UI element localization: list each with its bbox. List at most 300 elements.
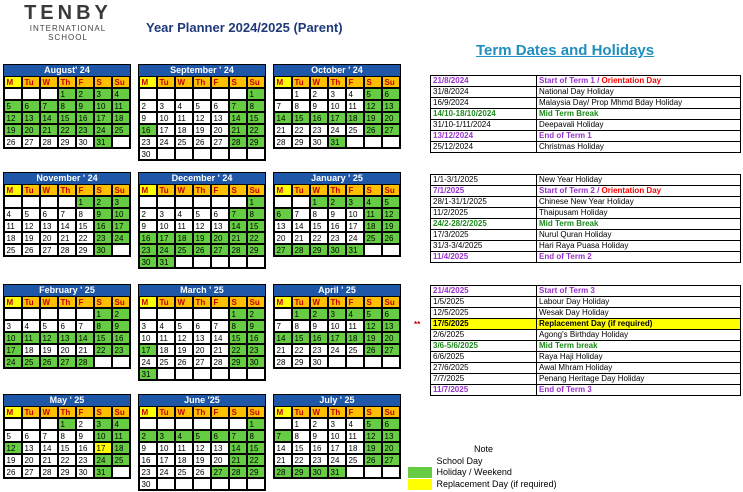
- day-cell: 5: [40, 320, 59, 333]
- empty-cell: [157, 418, 176, 431]
- empty-cell: [364, 136, 383, 149]
- day-cell: 3: [346, 196, 365, 209]
- term-date: 7/7/2025: [431, 374, 537, 385]
- day-cell: 14: [292, 220, 311, 233]
- day-cell: 28: [40, 136, 59, 149]
- empty-cell: [229, 368, 248, 381]
- day-cell: 9: [112, 320, 131, 333]
- day-cell: 9: [328, 208, 347, 221]
- day-cell: 18: [175, 124, 194, 137]
- term-event: [537, 219, 741, 230]
- term-event-label: Mid Term break: [539, 341, 598, 350]
- day-cell: 29: [292, 466, 311, 479]
- day-cell: 12: [364, 100, 383, 113]
- empty-cell: [157, 308, 176, 321]
- empty-cell: [40, 88, 59, 101]
- empty-cell: [94, 356, 113, 369]
- day-cell: 21: [211, 344, 230, 357]
- day-cell: 14: [229, 442, 248, 455]
- empty-cell: [193, 478, 212, 491]
- day-cell: 26: [22, 244, 41, 257]
- day-cell: 1: [58, 418, 77, 431]
- day-cell: 18: [346, 332, 365, 345]
- day-cell: 10: [157, 112, 176, 125]
- day-cell: 17: [328, 442, 347, 455]
- day-cell: 12: [364, 320, 383, 333]
- term-date: 24/2-28/2/2025: [431, 219, 537, 230]
- day-cell: 29: [247, 466, 266, 479]
- day-cell: 5: [175, 320, 194, 333]
- day-cell: 19: [382, 220, 401, 233]
- day-cell: 7: [292, 208, 311, 221]
- day-cell: 18: [112, 112, 131, 125]
- day-cell: 27: [382, 344, 401, 357]
- day-cell: 15: [310, 220, 329, 233]
- day-cell: 24: [94, 124, 113, 137]
- term-row: [431, 330, 741, 341]
- month-calendar: [138, 394, 266, 491]
- empty-cell: [211, 478, 230, 491]
- day-cell: 20: [22, 124, 41, 137]
- month-name: November ' 24: [4, 173, 130, 184]
- weekday-header: Tu: [292, 76, 311, 89]
- day-cell: 30: [247, 356, 266, 369]
- day-cell: 31: [328, 136, 347, 149]
- month-calendar: [3, 394, 131, 479]
- weekday-header: F: [76, 184, 95, 197]
- term-event: [537, 341, 741, 352]
- day-cell: 26: [193, 244, 212, 257]
- empty-cell: [211, 308, 230, 321]
- day-cell: 5: [364, 308, 383, 321]
- day-cell: 8: [94, 320, 113, 333]
- weekday-header: F: [76, 296, 95, 309]
- weekday-header: Tu: [22, 296, 41, 309]
- day-cell: 4: [22, 320, 41, 333]
- term-table: [430, 174, 741, 263]
- day-cell: 24: [157, 244, 176, 257]
- day-cell: 2: [247, 308, 266, 321]
- day-cell: 18: [346, 442, 365, 455]
- day-cell: 3: [94, 418, 113, 431]
- day-cell: 4: [346, 88, 365, 101]
- term-event-label: National Day Holiday: [539, 87, 614, 96]
- term-row: [431, 385, 741, 396]
- day-cell: 6: [211, 208, 230, 221]
- empty-cell: [112, 136, 131, 149]
- term-event-label: Nurul Quran Holiday: [539, 230, 612, 239]
- term-row: [431, 352, 741, 363]
- empty-cell: [274, 308, 293, 321]
- term-dates-title: Term Dates and Holidays: [476, 42, 655, 59]
- term-row: [431, 319, 741, 330]
- empty-cell: [139, 308, 158, 321]
- day-cell: 24: [346, 232, 365, 245]
- weekday-header: Su: [112, 296, 131, 309]
- term-event-label: Awal Mhram Holiday: [539, 363, 613, 372]
- day-cell: 2: [310, 308, 329, 321]
- day-cell: 11: [364, 208, 383, 221]
- month-calendar: [273, 172, 401, 257]
- day-cell: 25: [157, 356, 176, 369]
- day-cell: 11: [175, 220, 194, 233]
- month-calendar: [273, 394, 401, 479]
- day-cell: 18: [346, 112, 365, 125]
- weekday-header: S: [364, 76, 383, 89]
- weekday-header: M: [274, 296, 293, 309]
- weekday-header: Tu: [292, 406, 311, 419]
- day-cell: 1: [247, 88, 266, 101]
- weekday-header: S: [94, 296, 113, 309]
- day-cell: 2: [112, 308, 131, 321]
- day-cell: 6: [274, 208, 293, 221]
- day-cell: 3: [112, 196, 131, 209]
- day-cell: 1: [229, 308, 248, 321]
- day-cell: 31: [328, 466, 347, 479]
- term-event-label: Deepavali Holiday: [539, 120, 604, 129]
- day-cell: 22: [292, 344, 311, 357]
- month-name: July ' 25: [274, 395, 400, 406]
- day-cell: 29: [76, 244, 95, 257]
- empty-cell: [22, 88, 41, 101]
- day-cell: 1: [247, 418, 266, 431]
- empty-cell: [211, 88, 230, 101]
- day-cell: 2: [76, 418, 95, 431]
- day-cell: 15: [247, 442, 266, 455]
- day-cell: 30: [310, 466, 329, 479]
- empty-cell: [175, 88, 194, 101]
- term-event-label: Christmas Holiday: [539, 142, 604, 151]
- day-cell: 23: [310, 124, 329, 137]
- day-cell: 22: [229, 344, 248, 357]
- empty-cell: [58, 308, 77, 321]
- weekday-header: F: [211, 406, 230, 419]
- empty-cell: [193, 418, 212, 431]
- day-cell: 28: [229, 136, 248, 149]
- weekday-header: Th: [58, 76, 77, 89]
- day-cell: 19: [364, 332, 383, 345]
- logo-sub1: INTERNATIONAL: [29, 24, 107, 33]
- day-cell: 6: [193, 320, 212, 333]
- day-cell: 11: [346, 100, 365, 113]
- day-cell: 7: [211, 320, 230, 333]
- day-cell: 5: [22, 208, 41, 221]
- term-row: [431, 142, 741, 153]
- term-date: 2/6/2025: [431, 330, 537, 341]
- day-cell: 22: [58, 454, 77, 467]
- day-cell: 5: [382, 196, 401, 209]
- day-cell: 5: [193, 430, 212, 443]
- month-calendar: [3, 172, 131, 257]
- month-calendar: [3, 64, 131, 149]
- weekday-header: M: [139, 184, 158, 197]
- day-cell: 28: [274, 466, 293, 479]
- weekday-header: Su: [247, 184, 266, 197]
- empty-cell: [382, 244, 401, 257]
- day-cell: 28: [211, 356, 230, 369]
- empty-cell: [193, 148, 212, 161]
- empty-cell: [112, 356, 131, 369]
- weekday-header: F: [211, 296, 230, 309]
- day-cell: 21: [292, 232, 311, 245]
- day-cell: 12: [193, 220, 212, 233]
- term-row: [431, 131, 741, 142]
- day-cell: 10: [112, 208, 131, 221]
- term-date: 16/9/2024: [431, 98, 537, 109]
- empty-cell: [157, 196, 176, 209]
- day-cell: 17: [346, 220, 365, 233]
- empty-cell: [274, 418, 293, 431]
- day-cell: 1: [94, 308, 113, 321]
- day-cell: 21: [76, 344, 95, 357]
- day-cell: 20: [211, 454, 230, 467]
- day-cell: 24: [328, 124, 347, 137]
- day-cell: 12: [382, 208, 401, 221]
- day-cell: 25: [4, 244, 23, 257]
- empty-cell: [175, 256, 194, 269]
- day-cell: 20: [22, 454, 41, 467]
- day-cell: 26: [364, 344, 383, 357]
- day-cell: 29: [292, 136, 311, 149]
- weekday-header: Th: [193, 406, 212, 419]
- day-cell: 29: [247, 136, 266, 149]
- day-cell: 18: [175, 232, 194, 245]
- day-cell: 8: [247, 100, 266, 113]
- day-cell: 24: [328, 454, 347, 467]
- empty-cell: [193, 88, 212, 101]
- day-cell: 28: [229, 466, 248, 479]
- empty-cell: [40, 418, 59, 431]
- day-cell: 1: [76, 196, 95, 209]
- term-event: [537, 374, 741, 385]
- term-event-label: Hari Raya Puasa Holiday: [539, 241, 629, 250]
- empty-cell: [157, 88, 176, 101]
- weekday-header: F: [346, 406, 365, 419]
- term-event-label: End of Term 1: [539, 131, 592, 140]
- day-cell: 25: [346, 454, 365, 467]
- day-cell: 21: [229, 454, 248, 467]
- day-cell: 6: [211, 100, 230, 113]
- day-cell: 23: [112, 344, 131, 357]
- day-cell: 8: [292, 430, 311, 443]
- day-cell: 7: [58, 208, 77, 221]
- day-cell: 13: [22, 442, 41, 455]
- day-cell: 18: [364, 220, 383, 233]
- day-cell: 4: [175, 430, 194, 443]
- term-date: 31/10-1/11/2024: [431, 120, 537, 131]
- day-cell: 25: [175, 136, 194, 149]
- day-cell: 19: [193, 124, 212, 137]
- day-cell: 23: [310, 344, 329, 357]
- day-cell: 21: [58, 232, 77, 245]
- day-cell: 17: [328, 112, 347, 125]
- empty-cell: [328, 356, 347, 369]
- day-cell: 31: [94, 136, 113, 149]
- term-event-label: New Year Holiday: [539, 175, 603, 184]
- day-cell: 2: [94, 196, 113, 209]
- weekday-header: Th: [58, 406, 77, 419]
- day-cell: 26: [175, 356, 194, 369]
- day-cell: 11: [346, 430, 365, 443]
- empty-cell: [382, 466, 401, 479]
- day-cell: 30: [310, 136, 329, 149]
- empty-cell: [4, 418, 23, 431]
- day-cell: 3: [328, 418, 347, 431]
- day-cell: 4: [157, 320, 176, 333]
- term-event-label: Replacement Day (if required): [539, 319, 653, 328]
- day-cell: 23: [139, 466, 158, 479]
- term-event-label: Mid Term Break: [539, 109, 599, 118]
- term-event: [537, 352, 741, 363]
- day-cell: 27: [58, 356, 77, 369]
- empty-cell: [175, 196, 194, 209]
- day-cell: 9: [139, 112, 158, 125]
- day-cell: 22: [310, 232, 329, 245]
- weekday-header: Tu: [292, 296, 311, 309]
- weekday-header: Tu: [157, 406, 176, 419]
- day-cell: 17: [94, 442, 113, 455]
- logo-name: TENBY: [24, 2, 112, 24]
- weekday-header: M: [139, 406, 158, 419]
- weekday-header: Su: [112, 184, 131, 197]
- day-cell: 3: [139, 320, 158, 333]
- day-cell: 16: [310, 442, 329, 455]
- day-cell: 24: [4, 356, 23, 369]
- day-cell: 17: [157, 232, 176, 245]
- empty-cell: [211, 256, 230, 269]
- day-cell: 20: [274, 232, 293, 245]
- day-cell: 19: [4, 124, 23, 137]
- term-date: 1/1-3/1/2025: [431, 175, 537, 186]
- legend-school-label: School Day: [436, 456, 483, 466]
- day-cell: 16: [328, 220, 347, 233]
- empty-cell: [274, 88, 293, 101]
- weekday-header: M: [139, 296, 158, 309]
- day-cell: 18: [112, 442, 131, 455]
- day-cell: 4: [175, 208, 194, 221]
- day-cell: 24: [112, 232, 131, 245]
- day-cell: 5: [364, 418, 383, 431]
- day-cell: 15: [94, 332, 113, 345]
- day-cell: 6: [22, 100, 41, 113]
- term-event: [537, 131, 741, 142]
- weekday-header: Th: [193, 76, 212, 89]
- day-cell: 12: [4, 442, 23, 455]
- day-cell: 9: [247, 320, 266, 333]
- day-cell: 9: [76, 100, 95, 113]
- day-cell: 27: [22, 466, 41, 479]
- day-cell: 1: [292, 308, 311, 321]
- term-row: [431, 297, 741, 308]
- day-cell: 8: [229, 320, 248, 333]
- month-name: December ' 24: [139, 173, 265, 184]
- day-cell: 8: [76, 208, 95, 221]
- day-cell: 20: [382, 112, 401, 125]
- term-event: [537, 197, 741, 208]
- day-cell: 6: [382, 88, 401, 101]
- term-date: 31/8/2024: [431, 87, 537, 98]
- term-event: [537, 241, 741, 252]
- term-event-label: Labour Day Holiday: [539, 297, 610, 306]
- day-cell: 21: [40, 454, 59, 467]
- day-cell: 19: [364, 442, 383, 455]
- day-cell: 2: [310, 88, 329, 101]
- day-cell: 5: [193, 208, 212, 221]
- term-row: [431, 341, 741, 352]
- empty-cell: [382, 136, 401, 149]
- empty-cell: [139, 418, 158, 431]
- weekday-header: S: [364, 184, 383, 197]
- term-row: [431, 186, 741, 197]
- term-row: [431, 363, 741, 374]
- day-cell: 20: [382, 332, 401, 345]
- term-row: [431, 175, 741, 186]
- day-cell: 22: [292, 124, 311, 137]
- day-cell: 14: [211, 332, 230, 345]
- month-name: May ' 25: [4, 395, 130, 406]
- day-cell: 24: [139, 356, 158, 369]
- day-cell: 29: [310, 244, 329, 257]
- day-cell: 31: [94, 466, 113, 479]
- day-cell: 6: [211, 430, 230, 443]
- term-date: 25/12/2024: [431, 142, 537, 153]
- day-cell: 4: [364, 196, 383, 209]
- day-cell: 9: [310, 100, 329, 113]
- page-title: Year Planner 2024/2025 (Parent): [146, 20, 343, 35]
- empty-cell: [112, 466, 131, 479]
- term-date: 14/10-18/10/2024: [431, 109, 537, 120]
- day-cell: 23: [76, 454, 95, 467]
- weekday-header: Th: [58, 296, 77, 309]
- day-cell: 6: [382, 418, 401, 431]
- day-cell: 22: [247, 454, 266, 467]
- day-cell: 27: [211, 466, 230, 479]
- day-cell: 4: [346, 418, 365, 431]
- day-cell: 20: [193, 344, 212, 357]
- day-cell: 12: [193, 442, 212, 455]
- weekday-header: Tu: [292, 184, 311, 197]
- day-cell: 20: [58, 344, 77, 357]
- day-cell: 19: [4, 454, 23, 467]
- weekday-header: S: [94, 406, 113, 419]
- day-cell: 2: [328, 196, 347, 209]
- day-cell: 17: [94, 112, 113, 125]
- day-cell: 14: [76, 332, 95, 345]
- day-cell: 4: [175, 100, 194, 113]
- day-cell: 30: [310, 356, 329, 369]
- empty-cell: [175, 308, 194, 321]
- empty-cell: [346, 466, 365, 479]
- empty-cell: [157, 148, 176, 161]
- weekday-header: Su: [247, 296, 266, 309]
- empty-cell: [157, 478, 176, 491]
- empty-cell: [40, 196, 59, 209]
- day-cell: 13: [211, 442, 230, 455]
- day-cell: 27: [193, 356, 212, 369]
- weekday-header: Su: [112, 76, 131, 89]
- weekday-header: Su: [112, 406, 131, 419]
- day-cell: 19: [193, 232, 212, 245]
- day-cell: 11: [22, 332, 41, 345]
- day-cell: 5: [364, 88, 383, 101]
- weekday-header: S: [94, 76, 113, 89]
- day-cell: 30: [94, 244, 113, 257]
- term-row: [431, 230, 741, 241]
- empty-cell: [229, 478, 248, 491]
- day-cell: 11: [4, 220, 23, 233]
- term-event-label: Malaysia Day/ Prop Mhmd Bday Holiday: [539, 98, 683, 107]
- day-cell: 19: [40, 344, 59, 357]
